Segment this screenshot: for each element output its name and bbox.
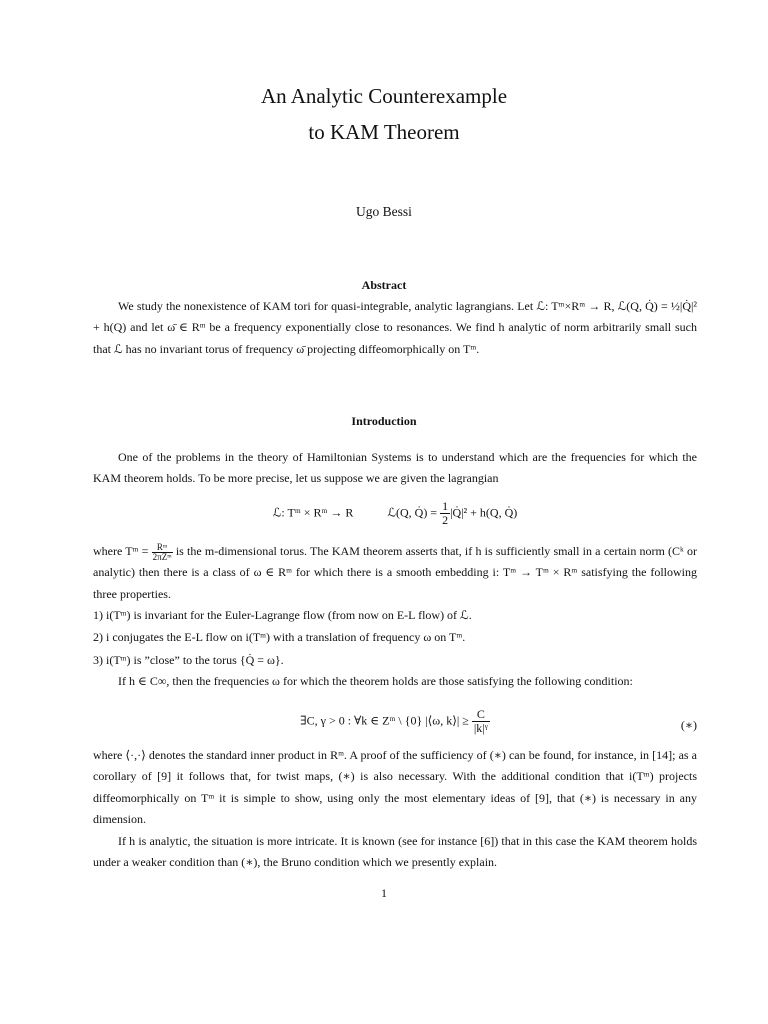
intro-paragraph-2 bbox=[93, 541, 697, 605]
property-2: 2) i conjugates the E-L flow on i(Tᵐ) with a translation of frequency ω on Tᵐ. bbox=[93, 630, 466, 644]
torus-denominator: 2πZᵐ bbox=[152, 551, 172, 562]
fraction-denominator: 2 bbox=[442, 513, 449, 527]
fraction-numerator: 1 bbox=[442, 499, 449, 513]
torus-definition-start: where Tᵐ = bbox=[93, 544, 149, 558]
condition-denominator: |k|ᵞ bbox=[473, 721, 488, 735]
torus-numerator: Rᵐ bbox=[152, 543, 173, 553]
equation-lhs: ℒ: Tᵐ × Rᵐ → R bbox=[272, 505, 354, 520]
abstract-text: We study the nonexistence of KAM tori for quasi-integrable, analytic lagrangians. Let ℒ: Tᵐ×Rᵐ → R, ℒ(Q, Q̇) = ½|Q̇|² + h(Q) and let ω̄ ∈ Rᵐ be a frequency exponentially close to resonances. We find h analytic of norm arbitrarily small such that ℒ has no invariant torus of frequency ω̄ projecting diffeomorphically on Tᵐ. bbox=[93, 299, 697, 356]
equation-rhs-b: |Q̇|² + h(Q, Q̇) bbox=[450, 505, 518, 520]
equation-rhs-a: ℒ(Q, Q̇) = bbox=[387, 505, 438, 520]
intro-paragraph-4: where ⟨·,·⟩ denotes the standard inner product in Rᵐ. A proof of the sufficiency of (∗) can be found, for instance, in [14]; as a corollary of [9] it follows that, for twist maps, (∗) is also necessary. With the additional condition that i(Tᵐ) projects diffeomorphically on Tᵐ it is simple to show, using only the most elementary ideas of [9], that (∗) is necessary in any dimension. bbox=[93, 748, 697, 827]
intro-paragraph-1: One of the problems in the theory of Hamiltonian Systems is to understand which are the frequencies for which the KAM theorem holds. To be more precise, let us suppose we are given the lagrangian bbox=[93, 450, 697, 486]
lagrangian-equation bbox=[93, 500, 697, 527]
property-1: 1) i(Tᵐ) is invariant for the Euler-Lagrange flow (from now on E-L flow) of ℒ. bbox=[93, 608, 472, 622]
one-half-fraction bbox=[440, 500, 450, 527]
diophantine-condition bbox=[93, 708, 697, 735]
introduction-heading: Introduction bbox=[351, 414, 417, 428]
property-3: 3) i(Tᵐ) is ”close” to the torus {Q̇ = ω}. bbox=[93, 653, 284, 667]
abstract-heading: Abstract bbox=[361, 278, 407, 292]
intro-paragraph-5: If h is analytic, the situation is more intricate. It is known (see for instance [6]) that in this case the KAM theorem holds under a weaker condition than (∗), the Bruno condition which we presently explain. bbox=[93, 834, 697, 870]
equation-tag: (∗) bbox=[680, 718, 697, 732]
paper-title-line-2: to KAM Theorem bbox=[308, 120, 460, 144]
paper-title-line-1: An Analytic Counterexample bbox=[260, 84, 508, 108]
condition-numerator: C bbox=[472, 708, 490, 722]
kam-statement: is the m-dimensional torus. The KAM theorem asserts that, if h is sufficiently small in a certain norm (Cᵏ or analytic) then there is a class of ω ∈ Rᵐ for which there is a smooth embedding i: Tᵐ → Tᵐ × Rᵐ satisfying the following three properties. bbox=[93, 544, 698, 601]
condition-fraction bbox=[472, 708, 490, 735]
page-number: 1 bbox=[381, 886, 387, 900]
smooth-case-paragraph: If h ∈ C∞, then the frequencies ω for which the theorem holds are those satisfying the following condition: bbox=[118, 674, 633, 688]
condition-lhs: ∃C, γ > 0 : ∀k ∈ Zᵐ \ {0} |⟨ω, k⟩| ≥ bbox=[300, 713, 469, 728]
torus-fraction bbox=[152, 543, 173, 562]
author: Ugo Bessi bbox=[356, 204, 412, 219]
